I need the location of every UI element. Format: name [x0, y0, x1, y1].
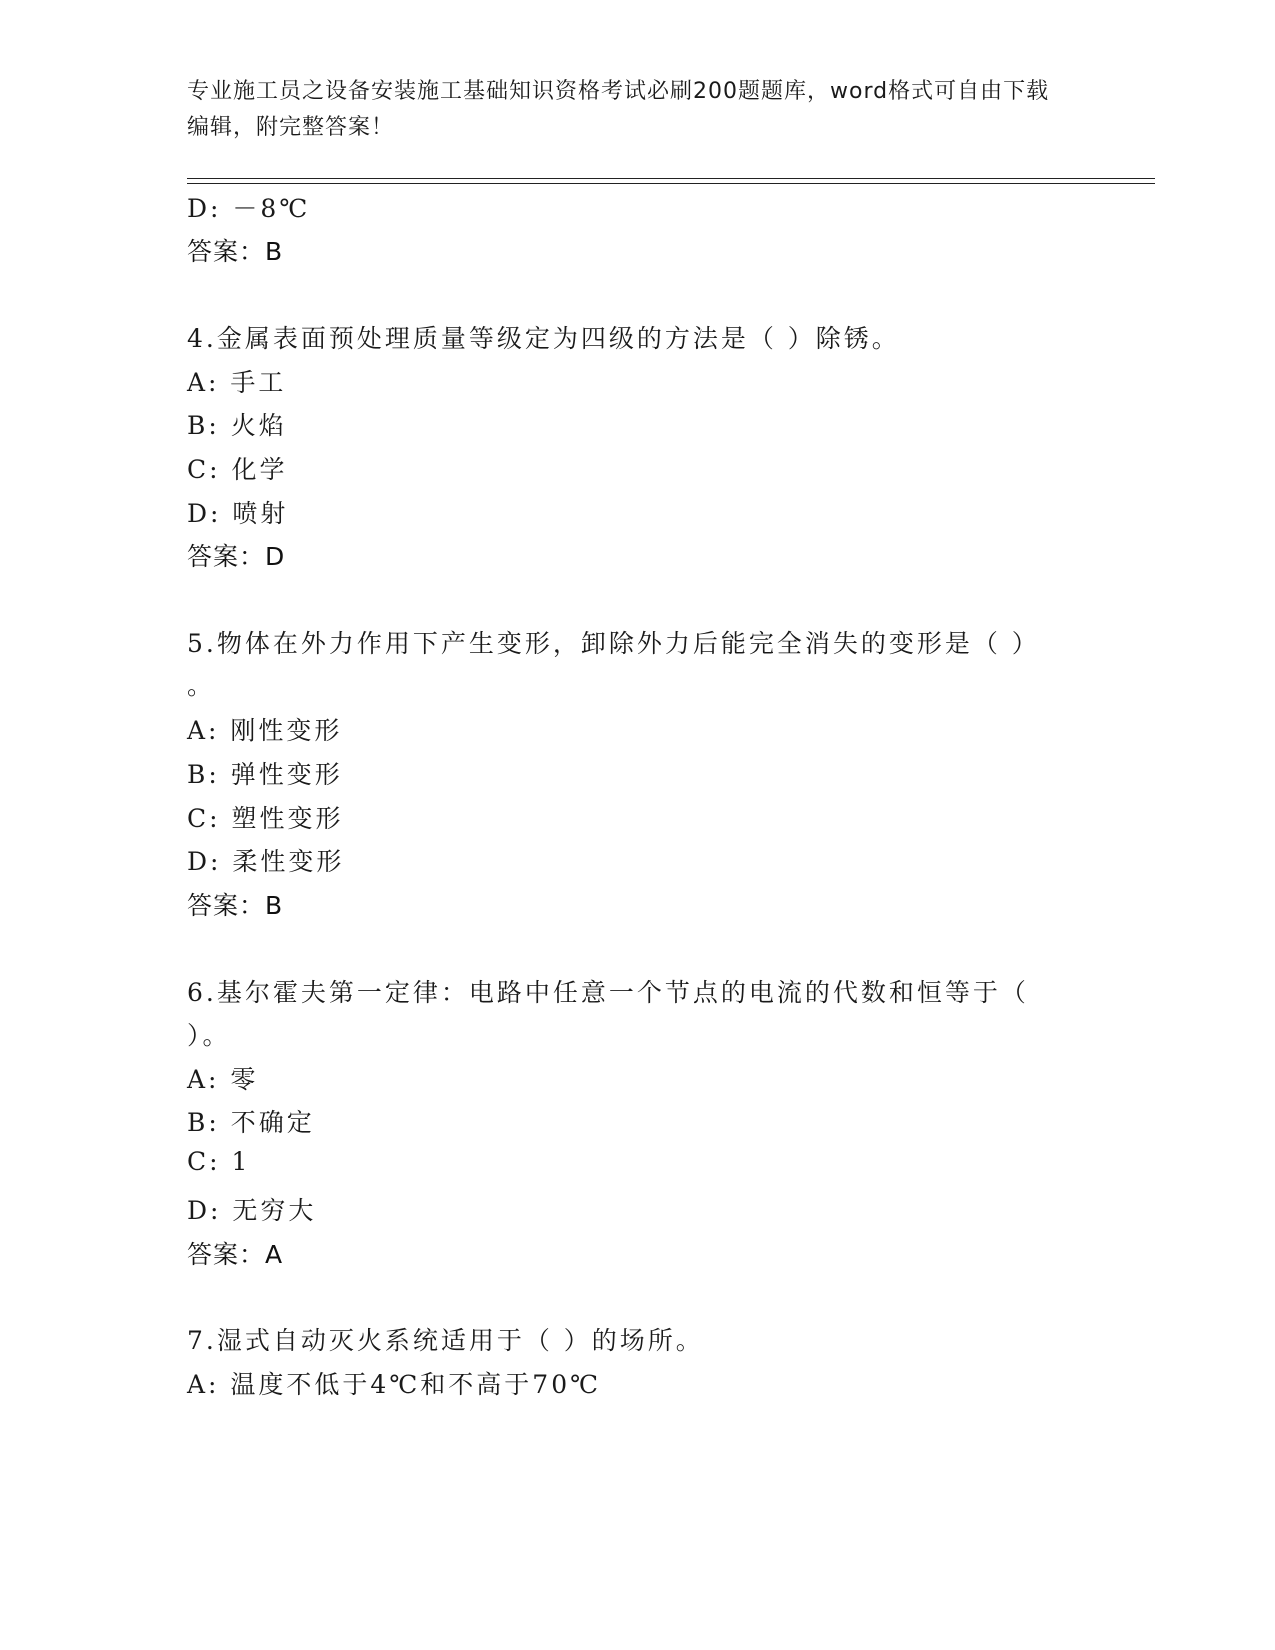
- option-d: D: 无穷大: [187, 1196, 317, 1225]
- question-stem: 5.物体在外力作用下产生变形，卸除外力后能完全消失的变形是（ ）: [187, 629, 1040, 658]
- option-b: B: 弹性变形: [187, 760, 343, 789]
- option-c: C: 化学: [187, 455, 288, 484]
- header-divider-bottom: [187, 183, 1155, 184]
- question-stem: 6.基尔霍夫第一定律：电路中任意一个节点的电流的代数和恒等于（: [187, 978, 1029, 1007]
- document-header: 专业施工员之设备安装施工基础知识资格考试必刷200题题库，word格式可自由下载编辑，附完整答案！: [187, 79, 1050, 140]
- option-c: C: 1: [187, 1147, 251, 1176]
- option-a: A: 零: [187, 1065, 259, 1094]
- question-stem-continued: ）。: [187, 1021, 231, 1050]
- question-stem-continued: 。: [187, 671, 216, 700]
- option-b: B: 火焰: [187, 411, 287, 440]
- option-d: D: 喷射: [187, 499, 289, 528]
- question-stem: 4.金属表面预处理质量等级定为四级的方法是（ ）除锈。: [187, 324, 900, 353]
- option-d: D: 柔性变形: [187, 847, 345, 876]
- header-divider-top: [187, 178, 1155, 179]
- option-a: A: 温度不低于4℃和不高于70℃: [187, 1370, 602, 1399]
- option-a: A: 手工: [187, 368, 287, 397]
- option-b: B: 不确定: [187, 1108, 315, 1137]
- answer-line: 答案：D: [187, 542, 286, 571]
- option-d: D: －8℃: [187, 194, 311, 223]
- answer-line: 答案：B: [187, 891, 284, 920]
- option-a: A: 刚性变形: [187, 716, 343, 745]
- answer-line: 答案：B: [187, 237, 284, 266]
- option-c: C: 塑性变形: [187, 804, 344, 833]
- answer-line: 答案：A: [187, 1240, 284, 1269]
- question-stem: 7.湿式自动灭火系统适用于（ ）的场所。: [187, 1326, 704, 1355]
